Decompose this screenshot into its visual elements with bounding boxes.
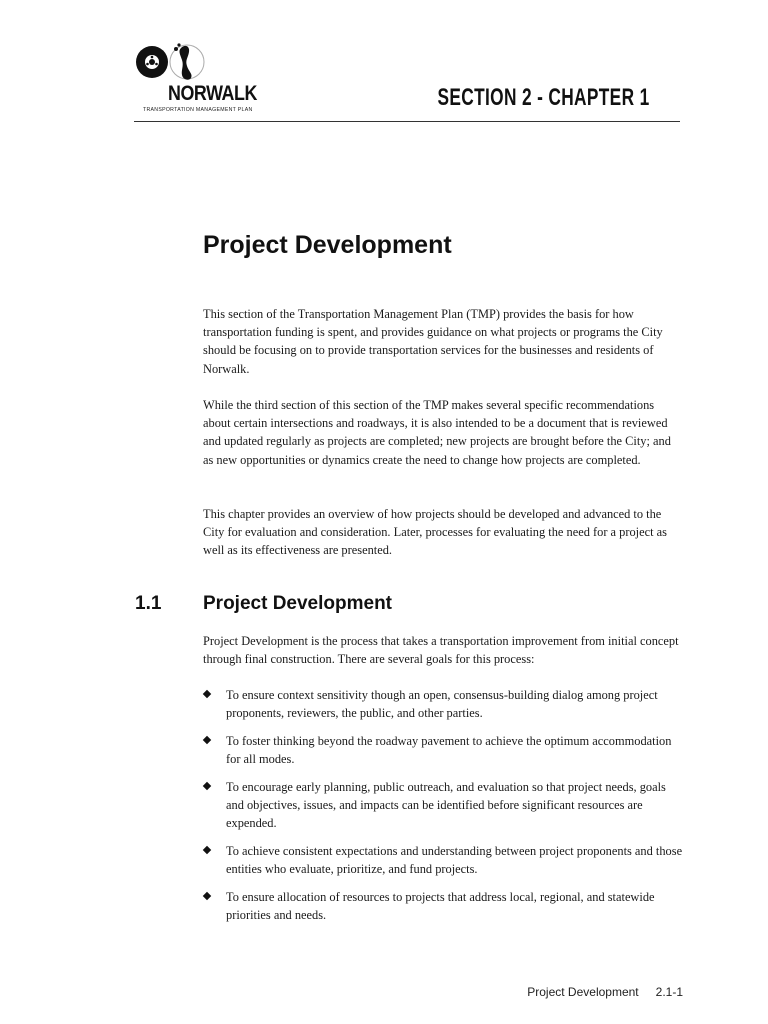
logo-tagline: TRANSPORTATION MANAGEMENT PLAN xyxy=(143,107,253,113)
norwalk-logo xyxy=(135,42,255,118)
bullet-diamond-icon xyxy=(203,846,211,854)
list-item xyxy=(203,732,683,768)
intro-paragraph-2: While the third section of this section of the TMP makes several specific recommendations about certain intersections and roadways, it is also intended to be a document that is reviewed and updated regularly as projects are completed; new projects are brought before the City; and as new opportunities or dynamics create the need to change how projects are completed. xyxy=(203,398,671,467)
logo-wordmark: NORWALK xyxy=(168,82,257,105)
bullet-diamond-icon xyxy=(203,736,211,744)
logo-wheel-footprint-icon xyxy=(135,42,207,82)
page-number: 2.1-1 xyxy=(655,985,683,999)
page-title: Project Development xyxy=(203,231,452,259)
list-item-text: To foster thinking beyond the roadway pavement to achieve the optimum accommodation for all modes. xyxy=(226,733,672,767)
list-item xyxy=(203,686,683,722)
list-item xyxy=(203,778,683,833)
intro-paragraph-1: This section of the Transportation Management Plan (TMP) provides the basis for how transportation funding is spent, and provides guidance on what projects or programs the City should be focusing on to provide transportation services for the businesses and residents of Norwalk. xyxy=(203,307,663,376)
list-item xyxy=(203,888,683,924)
list-item-text: To ensure context sensitivity though an open, consensus-building dialog among project proponents, reviewers, the public, and other parties. xyxy=(226,688,658,721)
intro-paragraph-3: This chapter provides an overview of how projects should be developed and advanced to the City for evaluation and consideration. Later, processes for evaluating the need for a project as well as its effectiveness are presented. xyxy=(203,507,667,558)
bullet-diamond-icon xyxy=(203,892,211,900)
footer-label: Project Development xyxy=(527,985,639,999)
section-intro-paragraph: Project Development is the process that takes a transportation improvement from initial concept through final construction. There are several goals for this process: xyxy=(203,634,679,667)
list-item-text: To achieve consistent expectations and understanding between project proponents and those entities who evaluate, prioritize, and fund projects. xyxy=(226,843,683,877)
page-footer xyxy=(527,985,683,999)
section-heading: Project Development xyxy=(203,593,392,614)
list-item-text: To ensure allocation of resources to projects that address local, regional, and statewide priorities and needs. xyxy=(226,889,655,923)
goals-list xyxy=(203,686,683,934)
section-chapter-label: SECTION 2 - CHAPTER 1 xyxy=(437,84,650,111)
header-divider xyxy=(134,121,680,122)
bullet-diamond-icon xyxy=(203,782,211,790)
list-item xyxy=(203,842,683,878)
section-number: 1.1 xyxy=(135,593,162,614)
bullet-diamond-icon xyxy=(203,690,211,698)
list-item-text: To encourage early planning, public outreach, and evaluation so that project needs, goals and objectives, issues, and impacts can be identified before significant resources are expended. xyxy=(226,779,666,831)
